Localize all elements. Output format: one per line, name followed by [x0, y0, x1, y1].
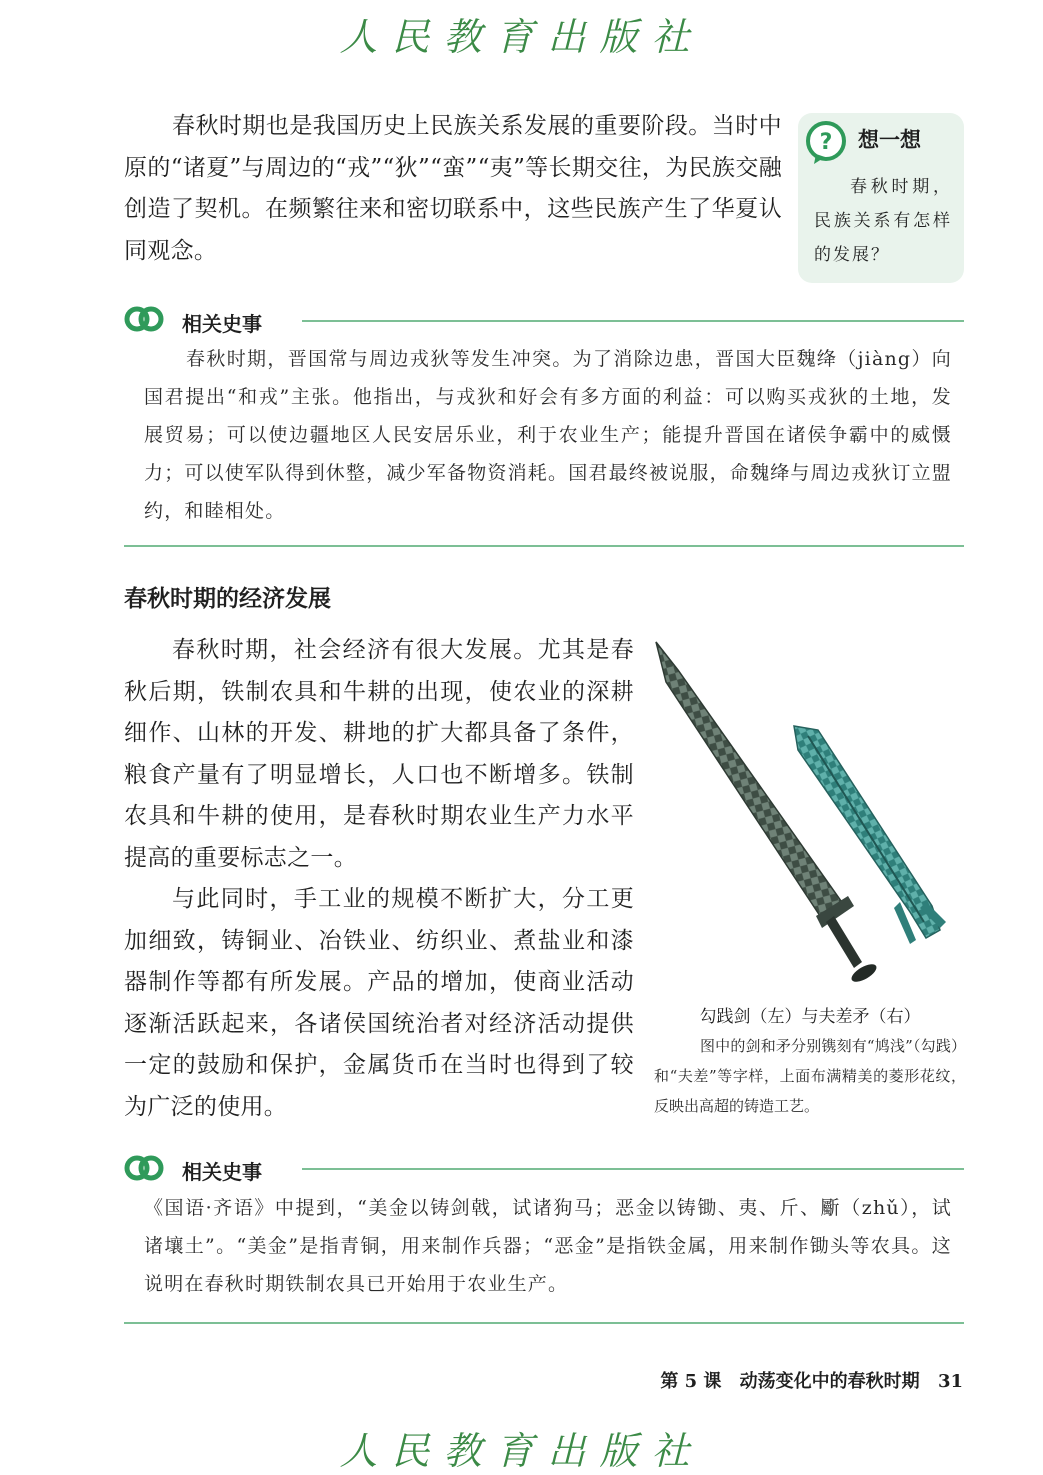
section-title: 春秋时期的经济发展: [124, 586, 331, 612]
intro-paragraph: 春秋时期也是我国历史上民族关系发展的重要阶段。当时中原的“诸夏”与周边的“戎”“狄”“蛮”“夷”等长期交往，为民族交融创造了契机。在频繁往来和密切联系中，这些民族产生了华夏认同观念。: [124, 113, 782, 264]
related-heading-1: 相关史事: [182, 312, 262, 336]
related-logo-icon: [124, 300, 164, 342]
think-title: 想一想: [858, 128, 921, 152]
footer-page-number: 31: [937, 1371, 963, 1392]
intro-block: [124, 106, 782, 272]
question-bubble-icon: [804, 120, 848, 170]
footer-title: 动荡变化中的春秋时期: [739, 1371, 920, 1392]
footer-lesson: 第 5 课: [660, 1371, 722, 1392]
related-logo-icon-2: [124, 1149, 164, 1191]
related-bottom-rule-1: [124, 545, 964, 547]
related-bottom-rule-2: [124, 1322, 964, 1324]
publisher-footer: 人民教育出版社: [339, 1429, 704, 1473]
related-text-2: 《国语·齐语》中提到，“美金以铸剑戟，试诸狗马；恶金以铸锄、夷、斤、斸（zhǔ），试诸壤土”。“美金”是指青铜，用来制作兵器；“恶金”是指铁金属，用来制作锄头等农具。这说明在春秋时期铁制农具已开始用于农业生产。: [144, 1197, 952, 1295]
publisher-header: 人民教育出版社: [339, 15, 704, 59]
section-body: [124, 630, 634, 1128]
figure-caption-text: 图中的剑和矛分别镌刻有“鸠浅”（勾践）和“夫差”等字样，上面布满精美的菱形花纹，反映出高超的铸造工艺。: [654, 1037, 966, 1115]
related-rule-1: [302, 320, 964, 322]
figure-caption-title: 勾践剑（左）与夫差矛（右）: [699, 1007, 921, 1027]
section-paragraph-2: 与此同时，手工业的规模不断扩大，分工更加细致，铸铜业、冶铁业、纺织业、煮盐业和漆器制作等都有所发展。产品的增加，使商业活动逐渐活跃起来，各诸侯国统治者对经济活动提供一定的鼓励和保护，金属货币在当时也得到了较为广泛的使用。: [124, 886, 634, 1120]
related-block-1: [144, 340, 952, 530]
svg-text:?: ?: [819, 130, 833, 155]
section-paragraph-1: 春秋时期，社会经济有很大发展。尤其是春秋后期，铁制农具和牛耕的出现，使农业的深耕细作、山林的开发、耕地的扩大都具备了条件，粮食产量有了明显增长，人口也不断增多。铁制农具和牛耕的使用，是春秋时期农业生产力水平提高的重要标志之一。: [124, 637, 634, 871]
page-footer: [660, 1367, 963, 1393]
related-heading-2: 相关史事: [182, 1160, 262, 1184]
think-text: 春秋时期，民族关系有怎样的发展？: [814, 177, 952, 265]
related-text-1: 春秋时期，晋国常与周边戎狄等发生冲突。为了消除边患，晋国大臣魏绛（jiàng）向国君提出“和戎”主张。他指出，与戎狄和好会有多方面的利益：可以购买戎狄的土地，发展贸易；可以使边疆地区人民安居乐业，利于农业生产；能提升晋国在诸侯争霸中的威慑力；可以使军队得到休整，减少军备物资消耗。国君最终被说服，命魏绛与周边戎狄订立盟约，和睦相处。: [144, 348, 953, 522]
related-block-2: [144, 1189, 952, 1303]
figure-image: [648, 640, 958, 990]
related-rule-2: [302, 1168, 964, 1170]
